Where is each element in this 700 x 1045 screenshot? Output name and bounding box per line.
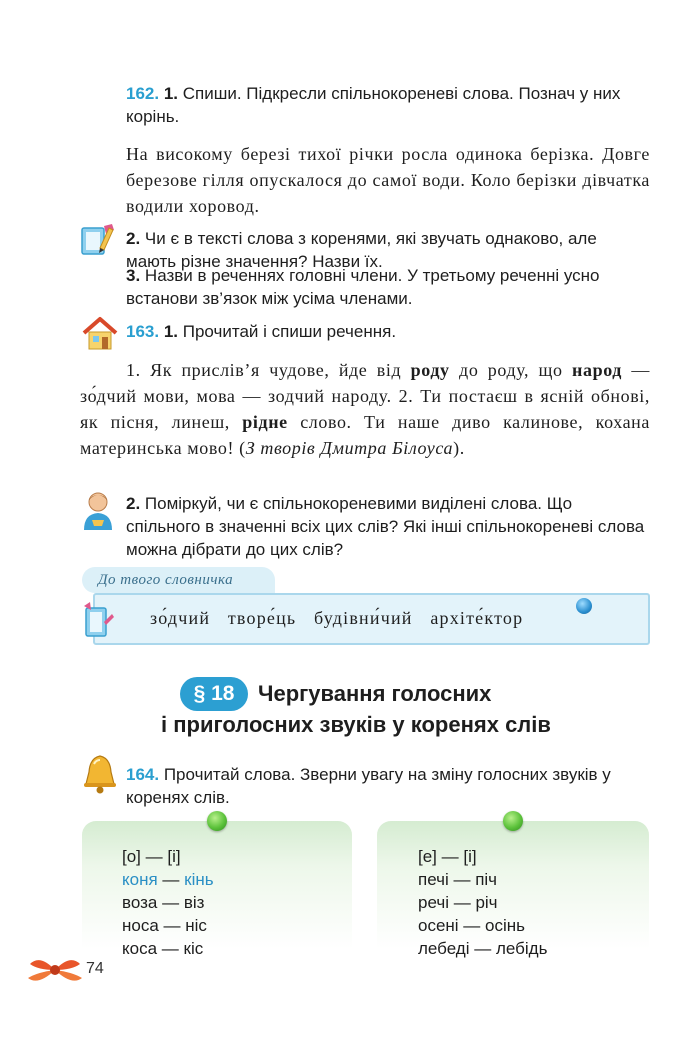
ex163-source: З творів Дмитра Білоуса <box>245 438 454 458</box>
ex163-task1: 163. 1. Прочитай і спиши речення. <box>126 322 397 341</box>
ex163-text: 1. Як прислів’я чудове, йде від роду до роду, що народ — зо́дчий мови, мова — зодчий народу. 2. Ти постаєш в ясній обнові, як пісня, линеш, рідне слово. Ти наше диво калинове, кохана материнська мово! (З творів Дмитра Білоуса). <box>80 360 651 458</box>
ex164-number: 164. <box>126 765 160 784</box>
ex163-task2: 2. Поміркуй, чи є спільнокореневими виділені слова. Що спільного в значенні всіх цих слів? Які інші спільнокореневі слова можна дібрати до цих слів? <box>126 494 645 559</box>
list-item: речі — річ <box>418 893 498 912</box>
think-task-icon <box>78 490 118 532</box>
dictionary-icon <box>80 600 116 640</box>
card-o-i-content <box>122 845 214 960</box>
write-task-icon <box>78 222 118 258</box>
ex162-task3: 3. Назви в реченнях головні члени. У третьому реченні усно встанови зв’язок між усіма членами. <box>126 266 600 308</box>
card-e-i-content <box>418 845 547 960</box>
card-header: [е] — [і] <box>418 847 477 866</box>
list-item: воза — віз <box>122 893 205 912</box>
ex163-number: 163. <box>126 322 160 341</box>
section-title-line2: і приголосних звуків у коренях слів <box>161 712 551 737</box>
dictionary-label: До твого словничка <box>82 567 275 593</box>
dictionary-words: зо́дчий творе́ць будівни́чий архіте́ктор <box>150 608 524 628</box>
card-pin-icon <box>207 811 227 831</box>
list-item: коса — кіс <box>122 939 204 958</box>
ex164-task: 164. Прочитай слова. Зверни увагу на зміну голосних звуків у коренях слів. <box>126 765 611 807</box>
blue-dot-icon <box>576 598 592 614</box>
list-item: коня — кінь <box>122 870 214 889</box>
bell-icon <box>80 752 120 794</box>
card-pin-icon <box>503 811 523 831</box>
card-header: [о] — [і] <box>122 847 181 866</box>
list-item: осені — осінь <box>418 916 526 935</box>
ex162-text: На високому березі тихої річки росла одинока берізка. Довге березове гілля опускалося до самої води. Коло берізки дівчатка водили хоровод. <box>126 144 650 216</box>
flower-ornament-icon <box>26 952 84 988</box>
list-item: носа — ніс <box>122 916 207 935</box>
home-task-icon <box>80 316 120 352</box>
section-title-line1: Чергування голосних <box>258 681 492 706</box>
ex162-task1: 162. 1. Спиши. Підкресли спільнокореневі слова. Познач у них корінь. <box>126 84 621 126</box>
ex162-number: 162. <box>126 84 160 103</box>
page-number: 74 <box>86 960 104 977</box>
ex162-task2: 2. Чи є в тексті слова з коренями, які звучать однаково, але мають різне значення? Назви їх. <box>126 229 597 271</box>
section-badge: § 18 <box>180 677 248 711</box>
list-item: печі — піч <box>418 870 498 889</box>
list-item: лебеді — лебідь <box>418 939 548 958</box>
